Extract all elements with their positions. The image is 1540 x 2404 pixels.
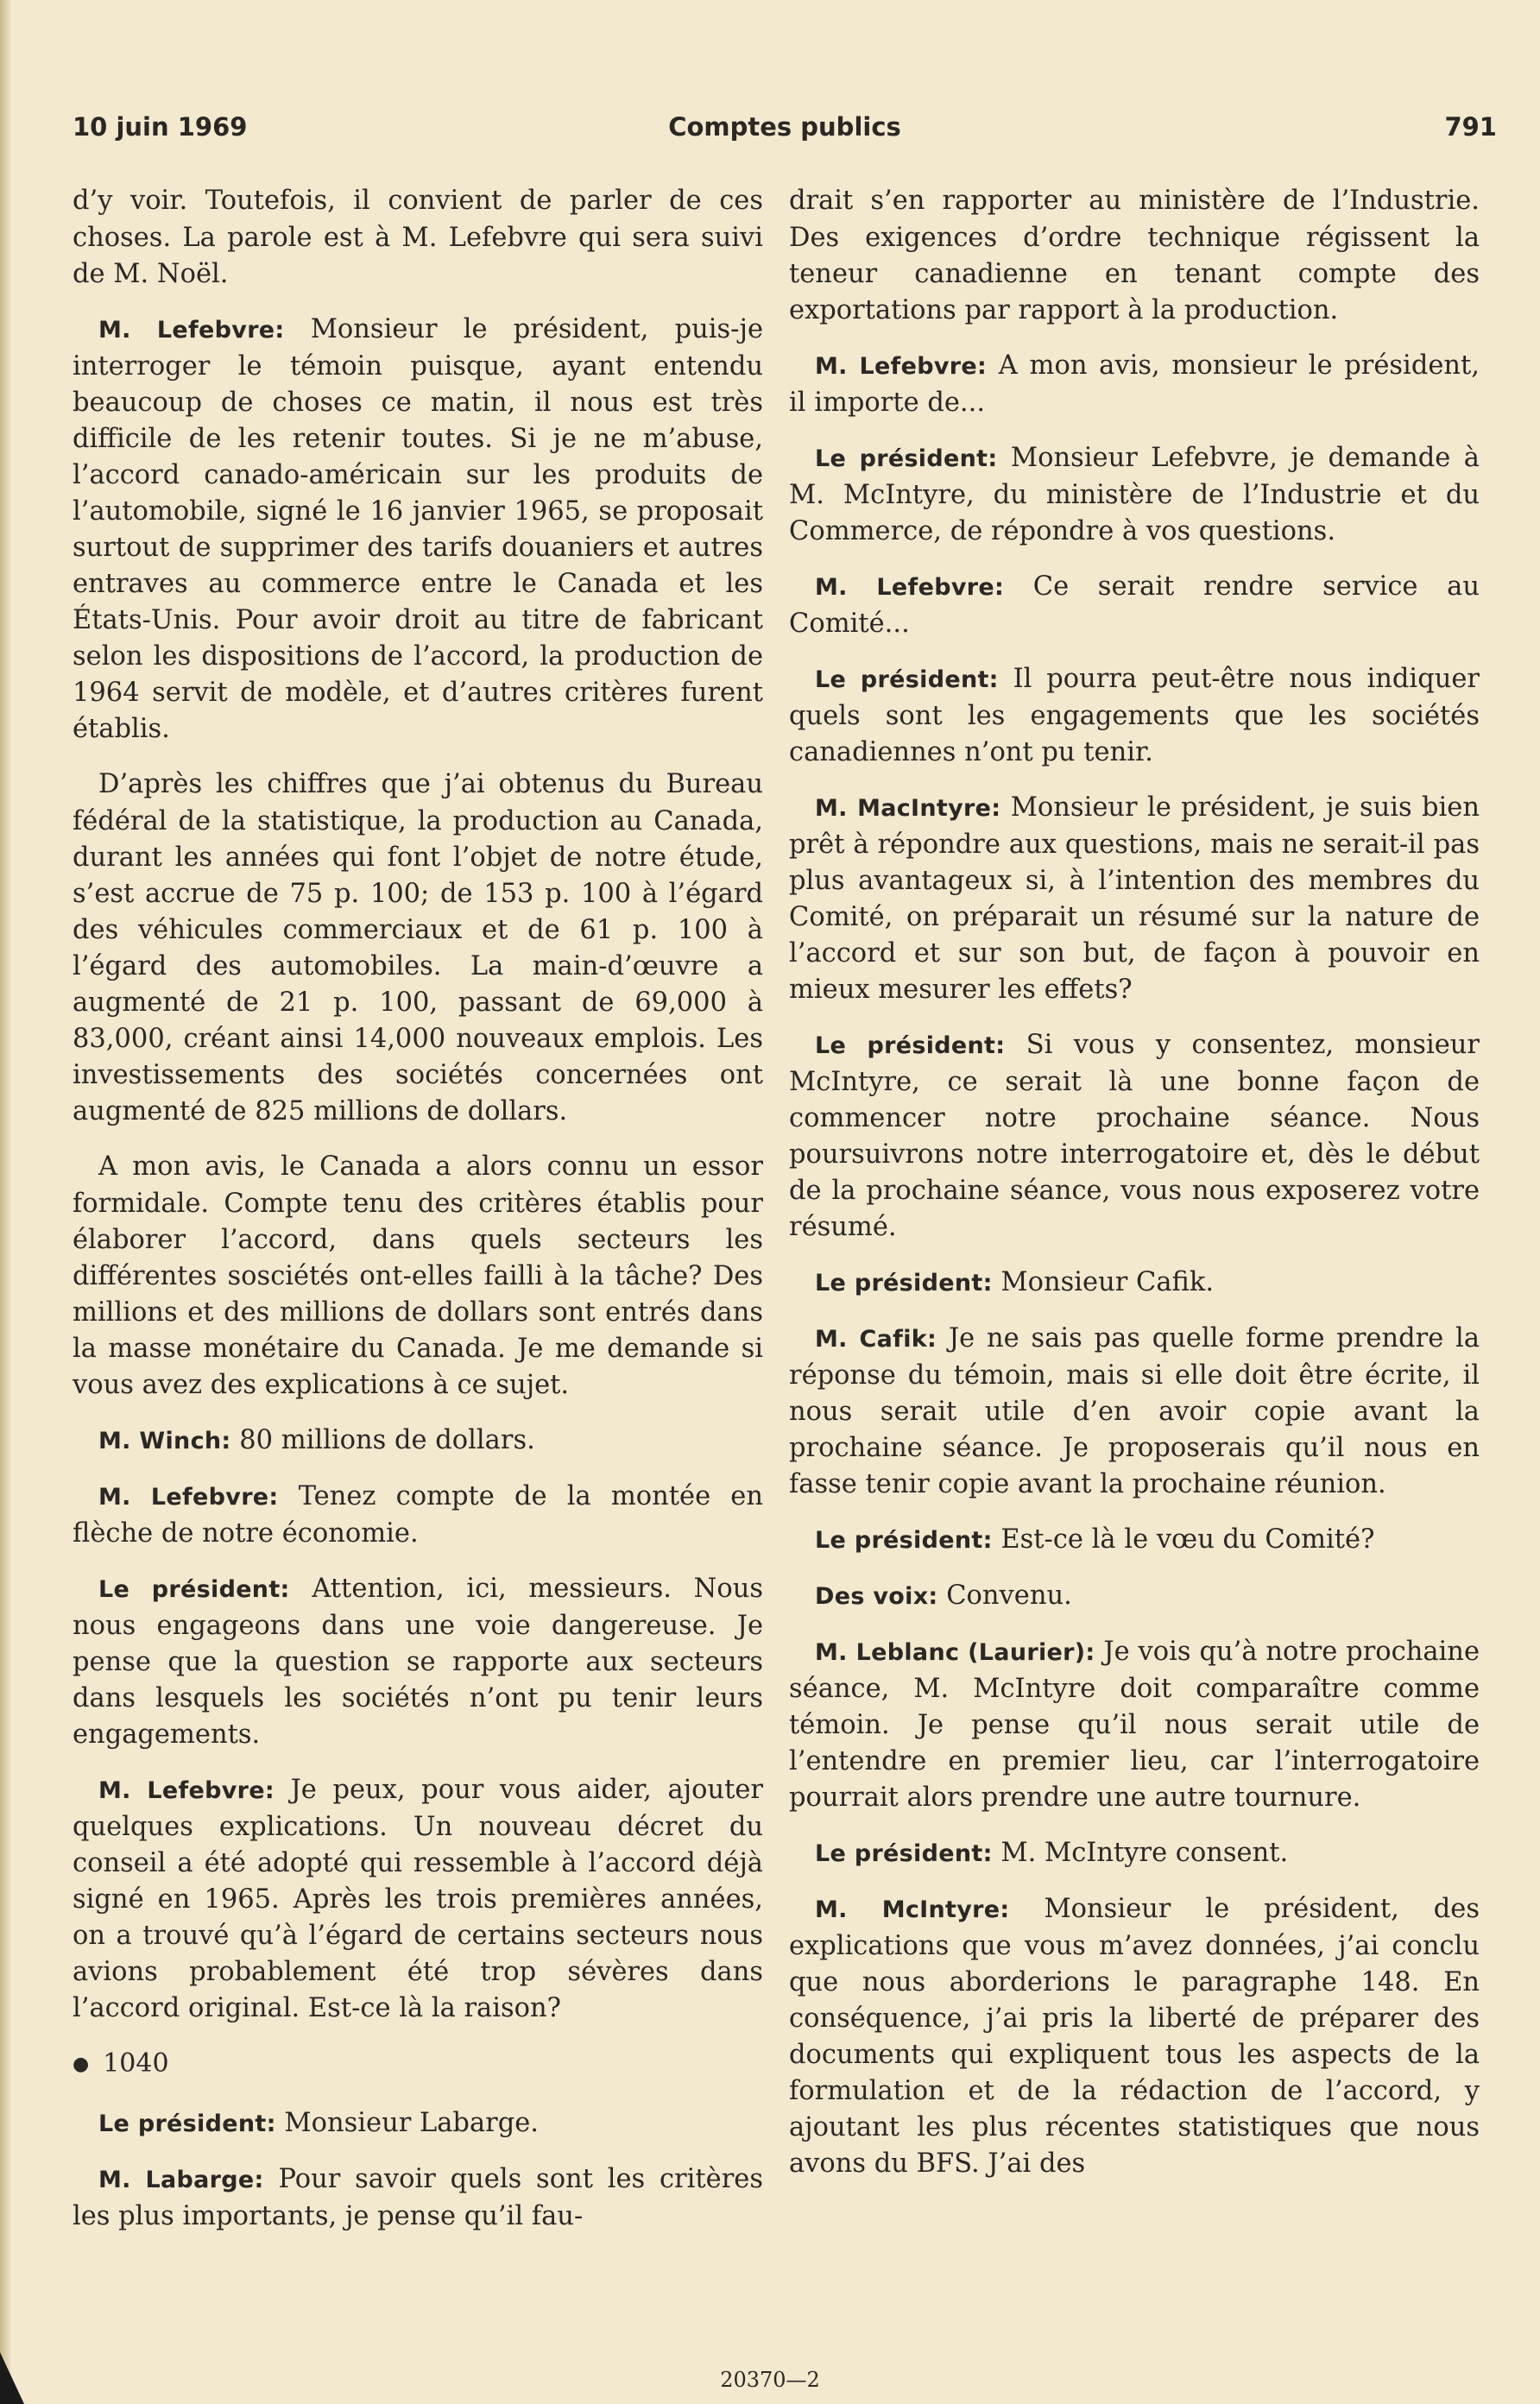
corner-mark	[0, 2352, 24, 2404]
paragraph-text: Est-ce là le vœu du Comité?	[1000, 1524, 1375, 1555]
paragraph	[73, 1423, 763, 1460]
speaker-label: M. Lefebvre:	[98, 317, 285, 344]
paragraph-text: A mon avis, le Canada a alors connu un essor formidale. Compte tenu des critères établis pour élaborer l’accord, dans quels secteurs les différentes sosciétés ont-elles failli à la tâche? Des millions et des millions de dollars sont entrés dans la masse monétaire du Canada. Je me demande si vous avez des explications à ce sujet.	[73, 1152, 763, 1400]
paragraph-text: 80 millions de dollars.	[239, 1425, 535, 1455]
paragraph	[789, 348, 1480, 421]
speaker-label: M. Lefebvre:	[98, 1484, 279, 1511]
paragraph-text: M. McIntyre consent.	[1000, 1838, 1289, 1868]
paragraph	[73, 2161, 763, 2235]
speaker-label: Le président:	[98, 1576, 290, 1603]
paragraph	[789, 1891, 1480, 2182]
paragraph	[789, 661, 1480, 771]
speaker-label: Le président:	[98, 2111, 276, 2137]
paragraph	[73, 2105, 763, 2142]
speaker-label: M. MacIntyre:	[815, 795, 1001, 822]
speaker-label: M. Labarge:	[98, 2167, 264, 2193]
paragraph	[73, 1571, 763, 1753]
paragraph-text: Monsieur le président, puis-je interroger le témoin puisque, ayant entendu beaucoup de choses ce matin, il nous est très difficile de les retenir toutes. Si je ne m’abuse, l’accord canado-américain sur les produits de l’automobile, signé le 16 janvier 1965, se proposait surtout de supprimer des tarifs douaniers et autres entraves au commerce entre le Canada et les États-Unis. Pour avoir droit au titre de fabricant selon les dispositions de l’accord, la production de 1964 servit de modèle, et d’autres critères furent établis.	[73, 314, 763, 744]
time-marker	[73, 2046, 763, 2083]
paragraph	[789, 569, 1480, 642]
paragraph-text: Il pourra peut-être nous indiquer quels sont les engagements que les sociétés canadiennes n’ont pu tenir.	[789, 664, 1480, 767]
speaker-label: M. McIntyre:	[815, 1896, 1010, 1923]
speaker-label: M. Lefebvre:	[98, 1777, 275, 1804]
paragraph	[73, 1479, 763, 1552]
paragraph	[73, 1772, 763, 2027]
speaker-label: Le président:	[815, 445, 998, 472]
speaker-label: Le président:	[815, 1032, 1006, 1059]
paragraph	[789, 1634, 1480, 1816]
paragraph-text: Monsieur Labarge.	[284, 2108, 539, 2138]
paragraph	[789, 1835, 1480, 1872]
paragraph-text: Convenu.	[946, 1581, 1072, 1611]
paragraph	[73, 767, 763, 1130]
header-title: Comptes publics	[668, 112, 901, 142]
paragraph-text: Monsieur Lefebvre, je demande à M. McIntyre, du ministère de l’Industrie et du Commerce, de répondre à vos questions.	[789, 443, 1480, 546]
paragraph-text: Je vois qu’à notre prochaine séance, M. McIntyre doit comparaître comme témoin. Je pense qu’il nous serait utile de l’entendre en premier lieu, car l’interrogatoire pourrait alors prendre une autre tournure.	[789, 1637, 1480, 1813]
paragraph	[789, 1027, 1480, 1246]
paragraph-text: Monsieur le président, je suis bien prêt à répondre aux questions, mais ne serait-il pas plus avantageux si, à l’intention des membres du Comité, on préparait un résumé sur la nature de l’accord et sur son but, de façon à pouvoir en mieux mesurer les effets?	[789, 792, 1480, 1005]
footer-code: 20370—2	[720, 2368, 820, 2392]
bullet-icon: ●	[73, 2054, 90, 2075]
speaker-label: Le président:	[815, 1527, 993, 1554]
paragraph-text: drait s’en rapporter au ministère de l’Industrie. Des exigences d’ordre technique régissent la teneur canadienne en tenant compte des exportations par rapport à la production.	[789, 186, 1480, 325]
speaker-label: M. Cafik:	[815, 1326, 937, 1353]
header-page-number: 791	[1444, 112, 1497, 142]
paragraph-text: Monsieur Cafik.	[1000, 1267, 1215, 1297]
paragraph-text: Je peux, pour vous aider, ajouter quelques explications. Un nouveau décret du conseil a été adopté qui ressemble à l’accord déjà signé en 1965. Après les trois premières années, on a trouvé qu’à l’égard de certains secteurs nous avions probablement été trop sévères dans l’accord original. Est-ce là la raison?	[73, 1775, 763, 2023]
speaker-label: Des voix:	[815, 1583, 938, 1610]
speaker-label: Le président:	[815, 1270, 993, 1297]
paragraph	[789, 440, 1480, 550]
speaker-label: Le président:	[815, 1840, 993, 1867]
paragraph	[789, 1321, 1480, 1503]
speaker-label: M. Lefebvre:	[815, 353, 988, 380]
header-date: 10 juin 1969	[73, 112, 248, 142]
paragraph-text: Ce serait rendre service au Comité...	[789, 571, 1480, 639]
paragraph	[789, 1522, 1480, 1559]
speaker-label: Le président:	[815, 666, 999, 693]
paragraph-text: D’après les chiffres que j’ai obtenus du Bureau fédéral de la statistique, la production au Canada, durant les années qui font l’objet de notre étude, s’est accrue de 75 p. 100; de 153 p. 100 à l’égard des véhicules commerciaux et de 61 p. 100 à l’égard des automobiles. La main-d’œuvre a augmenté de 21 p. 100, passant de 69,000 à 83,000, créant ainsi 14,000 nouveaux emplois. Les investissements des sociétés concernées ont augmenté de 825 millions de dollars.	[73, 769, 763, 1126]
left-column	[73, 183, 763, 2254]
paragraph	[789, 1265, 1480, 1302]
running-header	[73, 112, 1497, 155]
speaker-label: M. Lefebvre:	[815, 574, 1005, 601]
paragraph	[789, 1578, 1480, 1615]
paragraph	[789, 183, 1480, 329]
paragraph-text: Monsieur le président, des explications que vous m’avez données, j’ai conclu que nous aborderions le paragraphe 148. En conséquence, j’ai pris la liberté de préparer des documents qui expliquent tous les aspects de la formulation et de la rédaction de l’accord, y ajoutant les plus récentes statistiques que nous avons du BFS. J’ai des	[789, 1894, 1480, 2179]
speaker-label: M. Leblanc (Laurier):	[815, 1639, 1095, 1666]
paragraph	[789, 790, 1480, 1008]
paragraph-text: Pour savoir quels sont les critères les plus importants, je pense qu’il fau-	[73, 2164, 763, 2231]
paragraph	[73, 1149, 763, 1404]
page-edge-shadow	[0, 0, 12, 2404]
paragraph-text: Si vous y consentez, monsieur McIntyre, ce serait là une bonne façon de commencer notre prochaine séance. Nous poursuivrons notre interrogatoire et, dès le début de la prochaine séance, vous nous exposerez votre résumé.	[789, 1030, 1480, 1242]
paragraph-text: Attention, ici, messieurs. Nous nous engageons dans une voie dangereuse. Je pense que la question se rapporte aux secteurs dans lesquels les sociétés n’ont pu tenir leurs engagements.	[73, 1574, 763, 1750]
paragraph-text: A mon avis, monsieur le président, il importe de...	[789, 350, 1480, 418]
paragraph-text: Je ne sais pas quelle forme prendre la réponse du témoin, mais si elle doit être écrite, il nous serait utile d’en avoir copie avant la prochaine séance. Je proposerais qu’il nous en fasse tenir copie avant la prochaine réunion.	[789, 1323, 1480, 1499]
right-column	[789, 183, 1480, 2201]
paragraph	[73, 312, 763, 748]
paragraph	[73, 183, 763, 293]
speaker-label: M. Winch:	[98, 1428, 231, 1454]
paragraph-text: Tenez compte de la montée en flèche de notre économie.	[73, 1481, 763, 1549]
paragraph-text: d’y voir. Toutefois, il convient de parler de ces choses. La parole est à M. Lefebvre qui sera suivi de M. Noël.	[73, 186, 763, 289]
time-marker-text: 1040	[103, 2048, 169, 2079]
